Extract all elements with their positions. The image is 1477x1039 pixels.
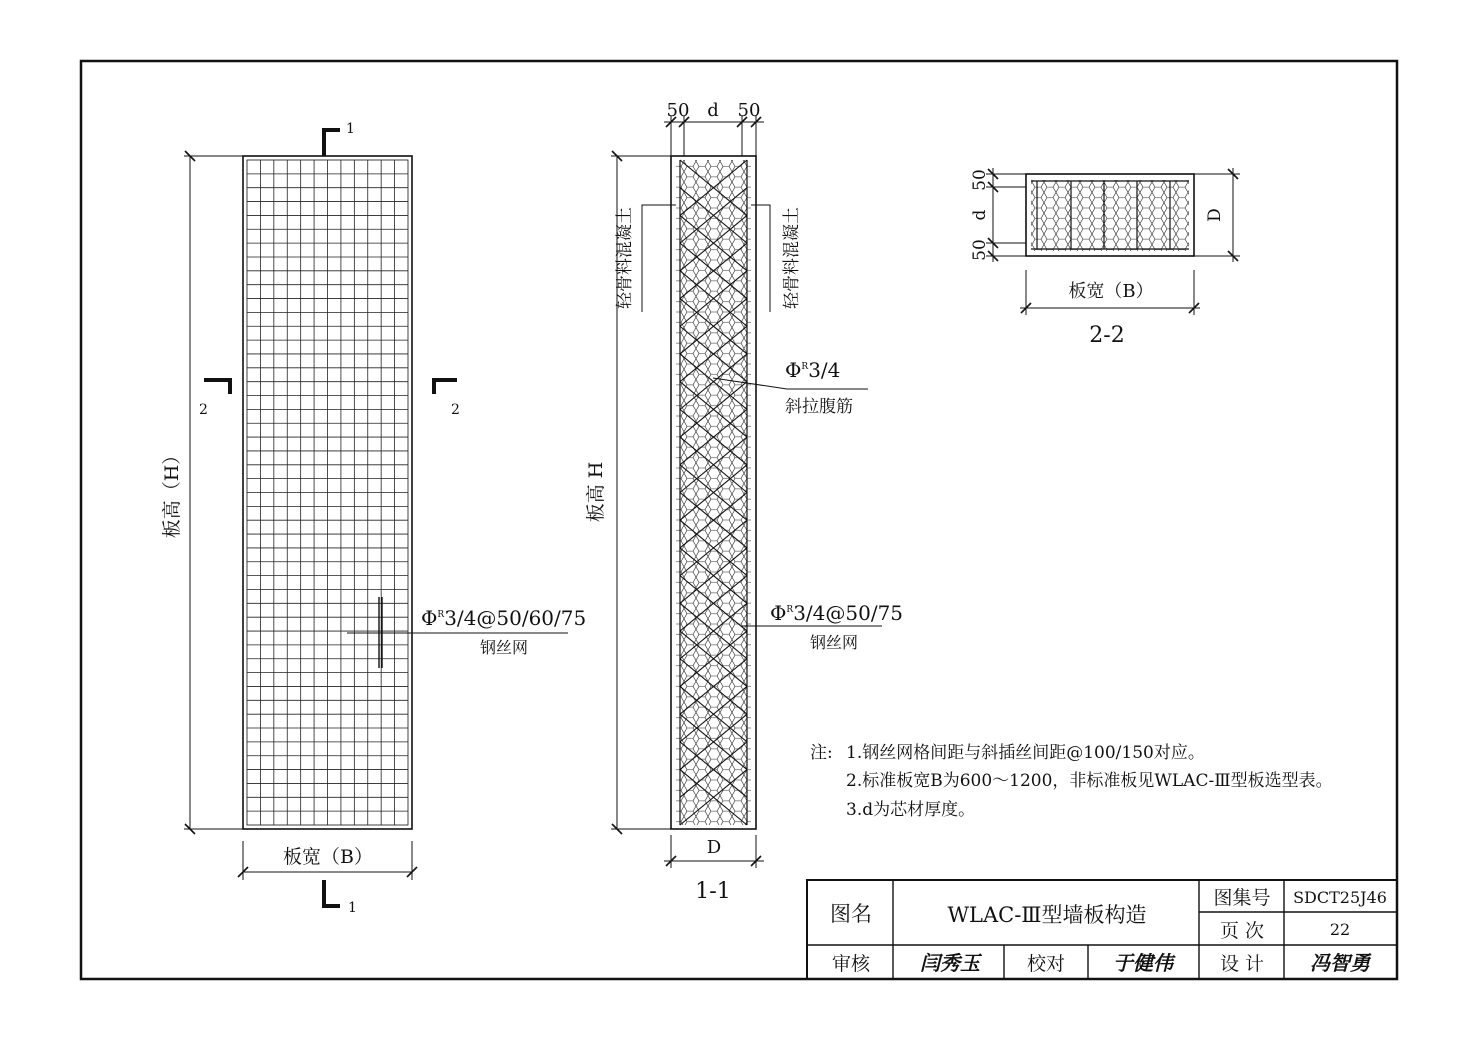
section-1-1-height-label: 板高 H	[585, 461, 607, 523]
truss-callout-spec: $\Phi^R3/4$	[785, 358, 841, 382]
mesh-callout-spec: $\Phi^R3/4@50/60/75$	[421, 606, 587, 630]
width-label: 板宽（B）	[283, 846, 373, 868]
dim-right-50: 50	[737, 100, 761, 121]
section-2-2-left-dimension	[986, 168, 1026, 262]
title-block-review-label: 审核	[831, 953, 871, 975]
section-2-2-width-label: 板宽（B）	[1068, 281, 1154, 302]
height-label: 板高（H）	[161, 445, 183, 539]
wire-mesh-grid	[247, 160, 408, 825]
notes	[810, 743, 1333, 820]
section-1-1-depth-label: D	[706, 837, 722, 858]
note-item-2: 2.标准板宽B为600～1200，非标准板见WLAC-Ⅲ型板选型表。	[846, 771, 1333, 791]
title-block-review-signature: 闫秀玉	[920, 951, 980, 975]
title-block-check-signature: 于健伟	[1113, 951, 1173, 975]
section-mark-2-right	[434, 380, 457, 394]
concrete-label-left: 轻骨料混凝土	[615, 207, 635, 309]
elevation-view	[161, 121, 586, 916]
note-item-3: 3.d为芯材厚度。	[846, 800, 976, 820]
title-block-name-label: 图名	[830, 902, 872, 926]
height-dimension	[184, 151, 243, 834]
section-2-2-depth-label: D	[1205, 208, 1225, 222]
section-mark-1-bottom	[324, 880, 340, 906]
section-mark-1-bottom-label: 1	[348, 900, 357, 916]
title-block	[807, 880, 1397, 979]
dim-mid-d: d	[707, 100, 719, 121]
mesh-callout-name-1-1: 钢丝网	[810, 633, 859, 652]
notes-prefix: 注:	[810, 743, 833, 763]
mesh-callout-spec-1-1: $\Phi^R3/4@50/75$	[770, 601, 904, 625]
title-block-design-label: 设 计	[1219, 953, 1265, 975]
section-mark-2-left	[204, 380, 230, 394]
section-mark-1-top-label: 1	[346, 121, 355, 137]
section-mark-1-top	[324, 130, 340, 156]
title-block-page-value: 22	[1329, 920, 1351, 939]
dim-left-50: 50	[666, 100, 690, 121]
truss-callout-name: 斜拉腹筋	[785, 397, 853, 417]
title-block-name-value: WLAC-Ⅲ型墙板构造	[947, 903, 1147, 927]
section-2-2-core-fill	[1031, 180, 1189, 251]
section-2-2-title: 2-2	[1089, 323, 1125, 348]
section-2-2-dim-top: 50	[970, 169, 990, 191]
section-2-2-dim-mid: d	[970, 209, 990, 221]
title-block-page-label: 页 次	[1219, 920, 1265, 942]
section-1-1-title: 1-1	[695, 879, 731, 904]
mesh-callout-name: 钢丝网	[480, 638, 529, 657]
title-block-check-label: 校对	[1026, 953, 1066, 975]
title-block-design-signature: 冯智勇	[1310, 951, 1370, 975]
section-mark-2-right-label: 2	[451, 402, 460, 418]
title-block-atlas-label: 图集号	[1213, 887, 1271, 909]
section-2-2-dim-bottom: 50	[970, 239, 990, 261]
section-1-1-top-dimension	[664, 116, 764, 156]
title-block-atlas-value: SDCT25J46	[1293, 888, 1387, 907]
note-item-1: 1.钢丝网格间距与斜插丝间距@100/150对应。	[846, 743, 1205, 763]
concrete-label-right: 轻骨料混凝土	[782, 207, 802, 309]
section-2-2	[970, 168, 1240, 348]
section-mark-2-left-label: 2	[199, 402, 208, 418]
